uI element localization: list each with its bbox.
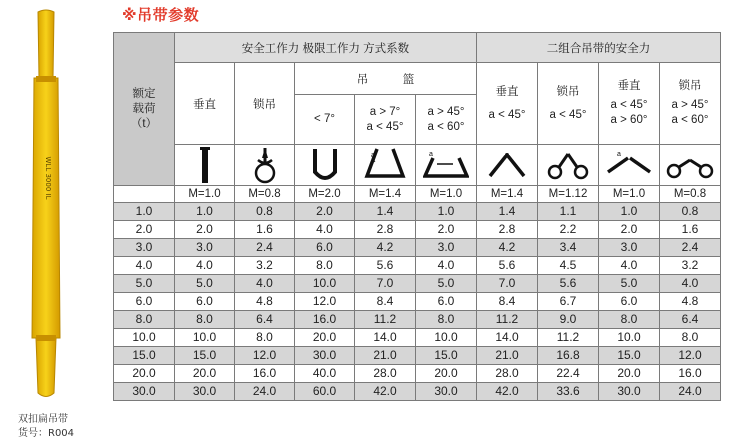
table-cell: 24.0	[235, 383, 295, 401]
table-cell: 6.0	[175, 293, 235, 311]
table-cell: 3.2	[660, 257, 721, 275]
table-cell: 5.6	[538, 275, 599, 293]
factor-vertical: M=1.0	[175, 186, 235, 203]
rated-load-cell: 10.0	[114, 329, 175, 347]
table-row	[114, 239, 721, 257]
table-cell: 4.0	[660, 275, 721, 293]
table-cell: 11.2	[355, 311, 416, 329]
factor-two-choker-45: M=1.12	[538, 186, 599, 203]
table-cell: 28.0	[477, 365, 538, 383]
vertical-hitch-icon	[175, 145, 235, 186]
table-cell: 14.0	[355, 329, 416, 347]
page-title: ※吊带参数	[122, 6, 200, 24]
table-cell: 6.4	[235, 311, 295, 329]
two-leg-group-header: 二组合吊带的安全力	[477, 33, 721, 63]
table-cell: 2.0	[175, 221, 235, 239]
table-cell: 4.0	[416, 257, 477, 275]
table-cell: 8.4	[477, 293, 538, 311]
product-caption	[18, 413, 74, 441]
table-row	[114, 347, 721, 365]
table-cell: 40.0	[295, 365, 355, 383]
table-row	[114, 311, 721, 329]
sling-product-panel	[0, 0, 110, 447]
two-leg-choker-45-icon	[538, 145, 599, 186]
rated-load-cell: 30.0	[114, 383, 175, 401]
rated-load-cell: 15.0	[114, 347, 175, 365]
table-body	[114, 203, 721, 401]
table-cell: 10.0	[175, 329, 235, 347]
table-cell: 4.8	[235, 293, 295, 311]
col-two-vertical-60-header: 垂直 a < 45° a > 60°	[599, 63, 660, 145]
table-cell: 10.0	[599, 329, 660, 347]
product-code: 货号：R004	[18, 428, 75, 439]
table-cell: 21.0	[477, 347, 538, 365]
table-cell: 12.0	[235, 347, 295, 365]
table-cell: 8.0	[416, 311, 477, 329]
col-basket-7-header: < 7°	[295, 95, 355, 145]
table-cell: 16.0	[660, 365, 721, 383]
table-cell: 1.0	[599, 203, 660, 221]
table-cell: 3.0	[416, 239, 477, 257]
table-cell: 16.0	[235, 365, 295, 383]
svg-text:a: a	[429, 151, 433, 158]
col-two-choker-60-header: 锁吊 a > 45° a < 60°	[660, 63, 721, 145]
table-cell: 2.0	[599, 221, 660, 239]
table-cell: 28.0	[355, 365, 416, 383]
table-row	[114, 275, 721, 293]
factor-two-choker-60: M=0.8	[660, 186, 721, 203]
table-cell: 5.6	[355, 257, 416, 275]
table-cell: 11.2	[477, 311, 538, 329]
table-cell: 8.4	[355, 293, 416, 311]
col-choker-header: 锁吊	[235, 63, 295, 145]
basket-group-header: 吊 篮	[295, 63, 477, 95]
table-cell: 2.4	[660, 239, 721, 257]
table-cell: 5.0	[599, 275, 660, 293]
table-row	[114, 329, 721, 347]
table-cell: 15.0	[416, 347, 477, 365]
table-cell: 10.0	[295, 275, 355, 293]
table-cell: 14.0	[477, 329, 538, 347]
table-cell: 4.2	[355, 239, 416, 257]
table-cell: 30.0	[175, 383, 235, 401]
table-cell: 1.0	[175, 203, 235, 221]
table-cell: 4.0	[599, 257, 660, 275]
two-leg-vertical-45-icon	[477, 145, 538, 186]
two-leg-vertical-60-icon	[599, 145, 660, 186]
table-cell: 30.0	[416, 383, 477, 401]
table-cell: 30.0	[599, 383, 660, 401]
table-cell: 6.0	[599, 293, 660, 311]
table-row	[114, 221, 721, 239]
table-cell: 6.4	[660, 311, 721, 329]
basket-u-icon	[295, 145, 355, 186]
rated-load-cell: 20.0	[114, 365, 175, 383]
table-cell: 42.0	[355, 383, 416, 401]
table-cell: 7.0	[355, 275, 416, 293]
table-cell: 1.4	[477, 203, 538, 221]
table-cell: 12.0	[660, 347, 721, 365]
table-cell: 6.0	[416, 293, 477, 311]
table-cell: 0.8	[660, 203, 721, 221]
table-row	[114, 257, 721, 275]
table-cell: 2.0	[416, 221, 477, 239]
table-cell: 8.0	[295, 257, 355, 275]
svg-text:a: a	[617, 151, 621, 158]
factor-two-vertical-45: M=1.4	[477, 186, 538, 203]
flat-sling-image	[20, 8, 80, 403]
table-cell: 4.0	[175, 257, 235, 275]
basket-angle-45-icon	[355, 145, 416, 186]
table-cell: 4.5	[538, 257, 599, 275]
table-cell: 2.8	[477, 221, 538, 239]
table-cell: 1.1	[538, 203, 599, 221]
table-row	[114, 365, 721, 383]
single-sling-group-header: 安全工作力 极限工作力 方式系数	[175, 33, 477, 63]
table-cell: 4.8	[660, 293, 721, 311]
rated-load-cell: 5.0	[114, 275, 175, 293]
rated-load-cell: 6.0	[114, 293, 175, 311]
table-cell: 12.0	[295, 293, 355, 311]
table-cell: 42.0	[477, 383, 538, 401]
table-cell: 60.0	[295, 383, 355, 401]
table-cell: 2.8	[355, 221, 416, 239]
table-cell: 30.0	[295, 347, 355, 365]
table-cell: 3.4	[538, 239, 599, 257]
table-cell: 10.0	[416, 329, 477, 347]
table-cell: 1.4	[355, 203, 416, 221]
table-cell: 1.6	[660, 221, 721, 239]
table-cell: 1.0	[416, 203, 477, 221]
factor-two-vertical-60: M=1.0	[599, 186, 660, 203]
table-row	[114, 293, 721, 311]
table-cell: 15.0	[599, 347, 660, 365]
table-cell: 4.0	[295, 221, 355, 239]
table-cell: 33.6	[538, 383, 599, 401]
factor-choker: M=0.8	[235, 186, 295, 203]
table-cell: 11.2	[538, 329, 599, 347]
table-cell: 22.4	[538, 365, 599, 383]
factor-blank	[114, 186, 175, 203]
table-cell: 8.0	[599, 311, 660, 329]
table-cell: 7.0	[477, 275, 538, 293]
table-cell: 9.0	[538, 311, 599, 329]
table-cell: 21.0	[355, 347, 416, 365]
table-cell: 4.2	[477, 239, 538, 257]
svg-text:a: a	[371, 152, 375, 159]
factor-basket-60: M=1.0	[416, 186, 477, 203]
choker-hitch-icon	[235, 145, 295, 186]
table-cell: 15.0	[175, 347, 235, 365]
table-cell: 16.8	[538, 347, 599, 365]
table-cell: 8.0	[660, 329, 721, 347]
table-cell: 3.0	[175, 239, 235, 257]
rated-load-cell: 8.0	[114, 311, 175, 329]
table-cell: 6.7	[538, 293, 599, 311]
table-cell: 20.0	[295, 329, 355, 347]
table-cell: 2.4	[235, 239, 295, 257]
rated-load-header: 额定 载荷 （t）	[114, 33, 175, 186]
table-cell: 20.0	[599, 365, 660, 383]
rated-load-cell: 4.0	[114, 257, 175, 275]
table-cell: 1.6	[235, 221, 295, 239]
table-cell: 20.0	[175, 365, 235, 383]
table-cell: 2.0	[295, 203, 355, 221]
sling-label: WLL 3000 IL	[44, 156, 52, 200]
factor-basket-45: M=1.4	[355, 186, 416, 203]
basket-angle-60-icon	[416, 145, 477, 186]
table-cell: 8.0	[175, 311, 235, 329]
sling-parameter-table	[113, 32, 721, 401]
col-two-vertical-45-header: 垂直 a < 45°	[477, 63, 538, 145]
table-cell: 3.2	[235, 257, 295, 275]
table-cell: 5.0	[175, 275, 235, 293]
table-cell: 5.6	[477, 257, 538, 275]
factor-basket-7: M=2.0	[295, 186, 355, 203]
table-cell: 6.0	[295, 239, 355, 257]
table-cell: 0.8	[235, 203, 295, 221]
col-vertical-header: 垂直	[175, 63, 235, 145]
table-cell: 4.0	[235, 275, 295, 293]
table-row	[114, 383, 721, 401]
table-cell: 3.0	[599, 239, 660, 257]
product-name: 双扣扁吊带	[18, 414, 68, 425]
table-row	[114, 203, 721, 221]
table-cell: 8.0	[235, 329, 295, 347]
table-cell: 20.0	[416, 365, 477, 383]
table-cell: 24.0	[660, 383, 721, 401]
rated-load-cell: 2.0	[114, 221, 175, 239]
col-basket-60-header: a > 45° a < 60°	[416, 95, 477, 145]
rated-load-cell: 1.0	[114, 203, 175, 221]
table-cell: 2.2	[538, 221, 599, 239]
table-cell: 16.0	[295, 311, 355, 329]
col-basket-45-header: a > 7° a < 45°	[355, 95, 416, 145]
two-leg-choker-60-icon	[660, 145, 721, 186]
rated-load-cell: 3.0	[114, 239, 175, 257]
col-two-choker-45-header: 锁吊 a < 45°	[538, 63, 599, 145]
table-cell: 5.0	[416, 275, 477, 293]
